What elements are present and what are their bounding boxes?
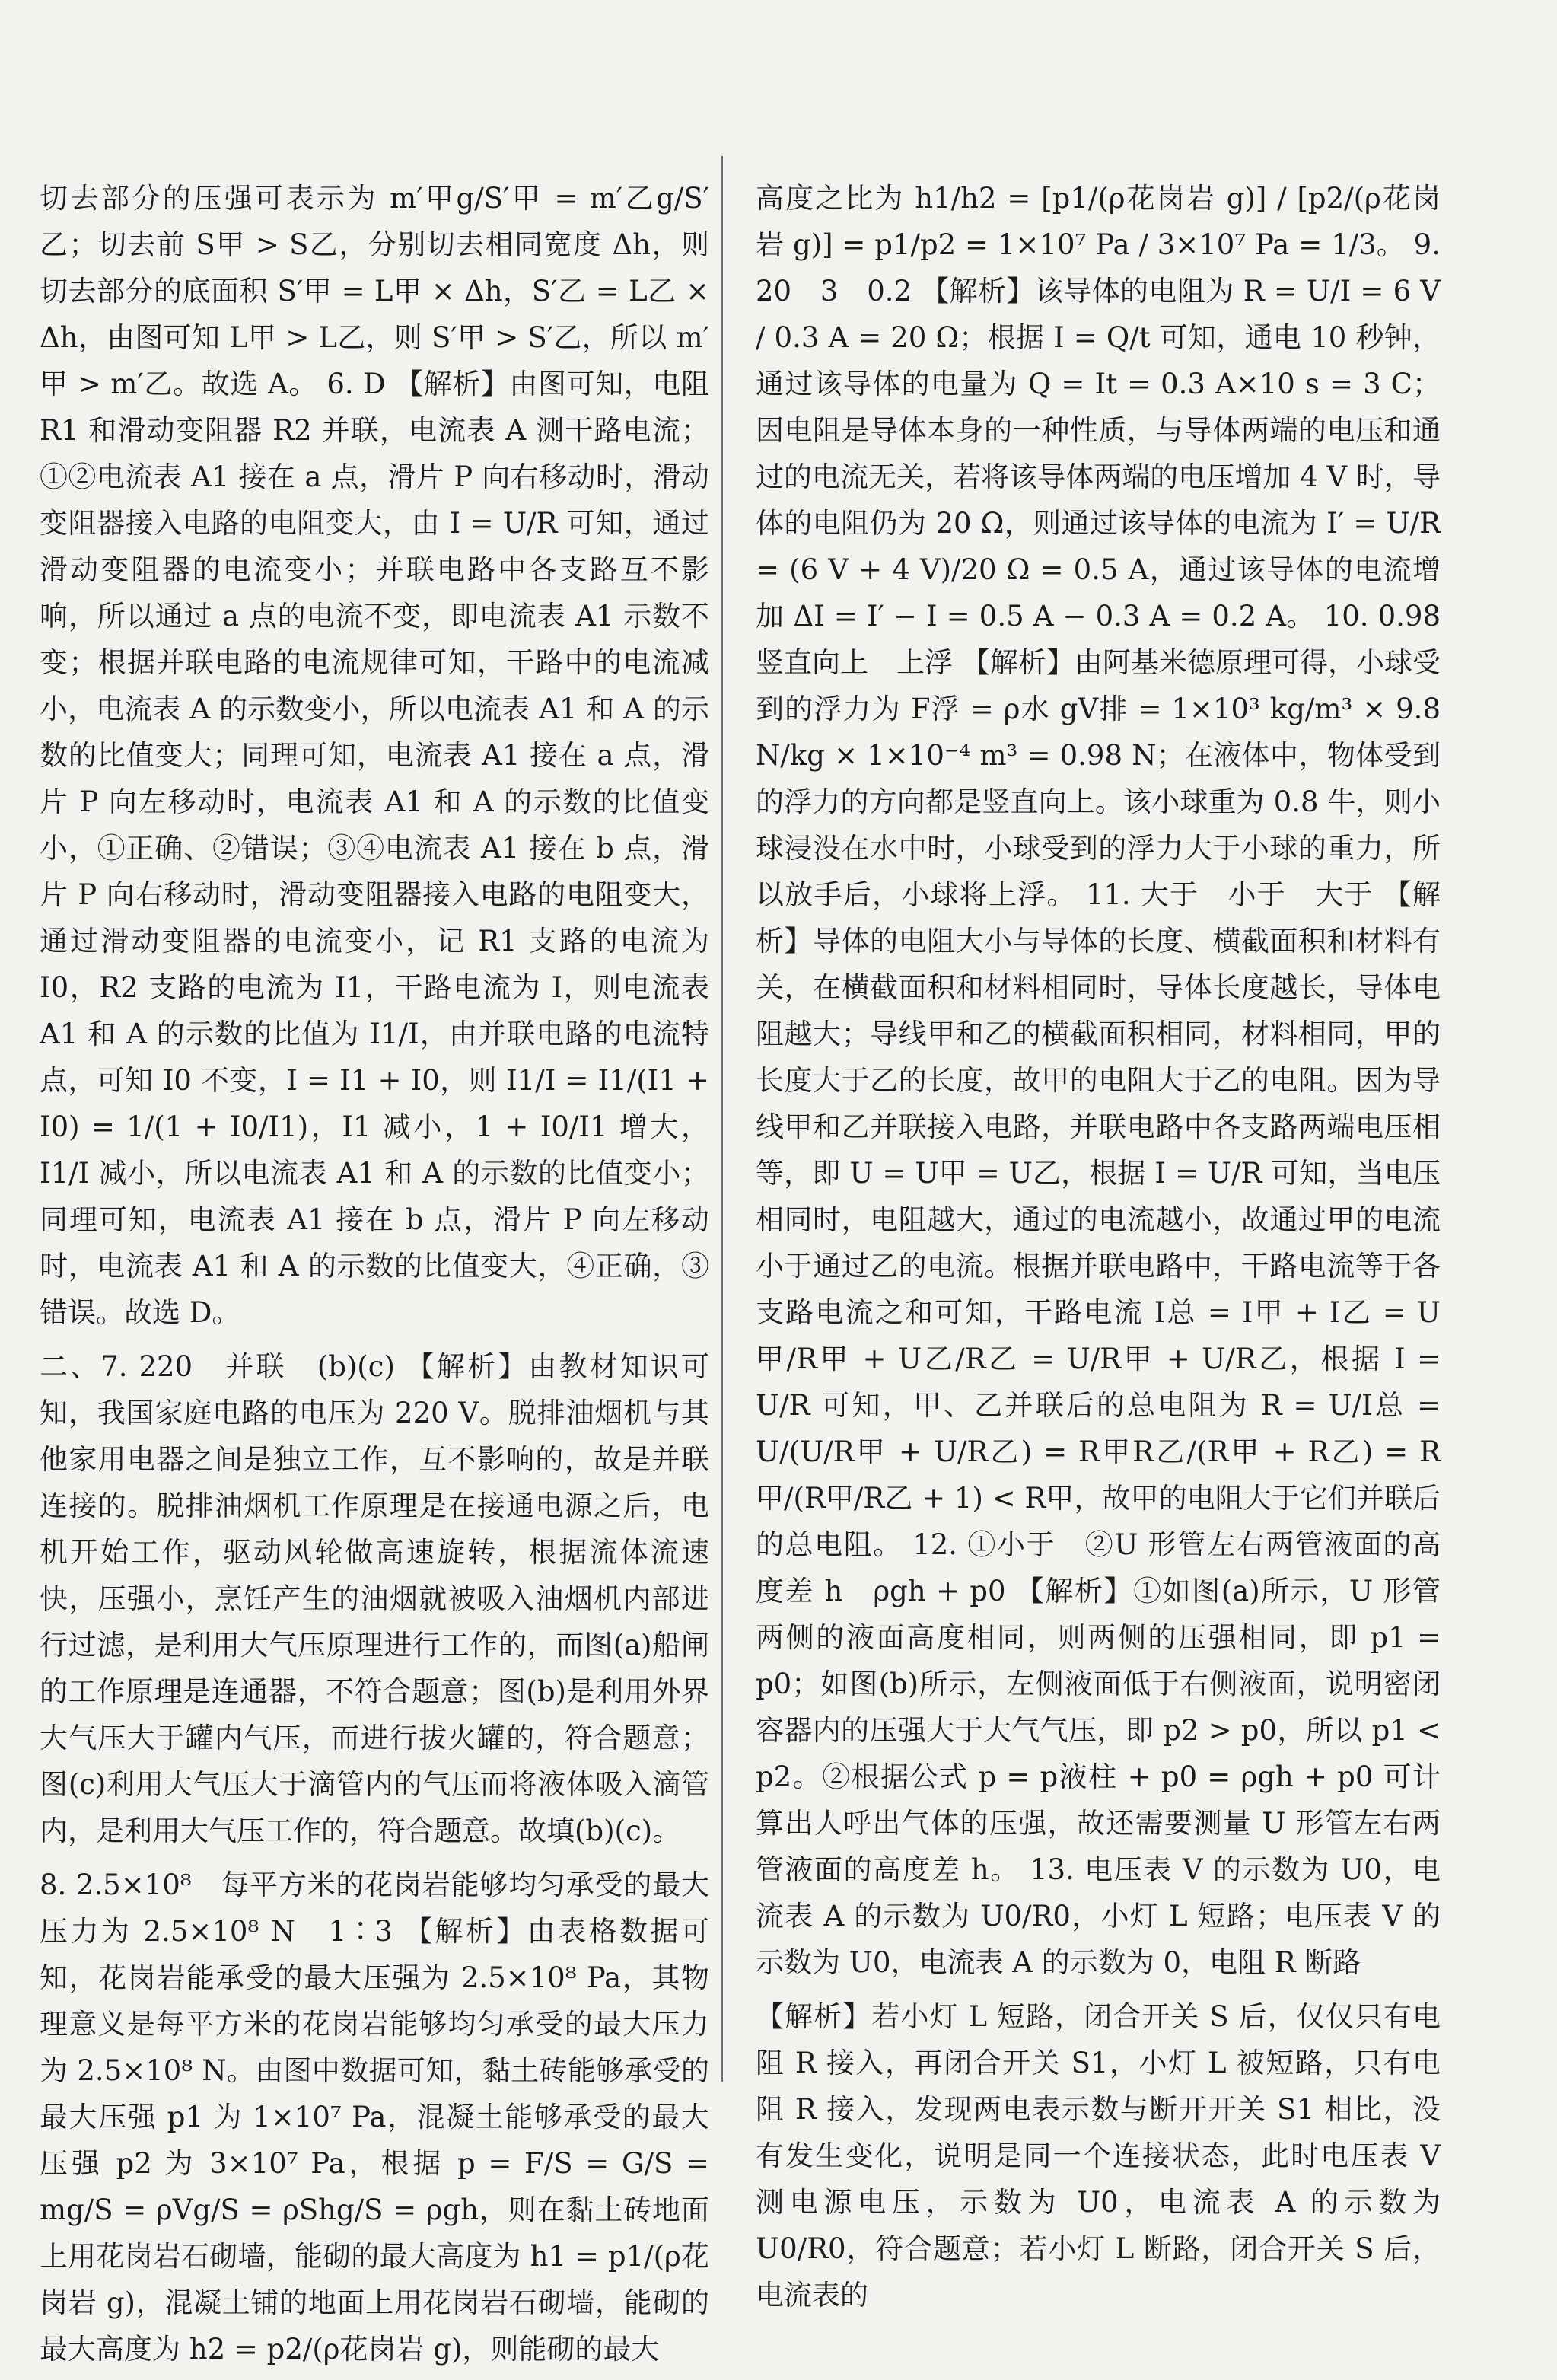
answer-paragraph: 切去部分的压强可表示为 m′甲g/S′甲 = m′乙g/S′乙；切去前 S甲 > S乙，分别切去相同宽度 Δh，则切去部分的底面积 S′甲 = L甲 × Δh，S′乙 = L乙 × Δh，由图可知 L甲 > L乙，则 S′甲 > S′乙，所以 m′甲 > m′乙。故选 A。 6. D 【解析】由图可知，电阻 R1 和滑动变阻器 R2 并联，电流表 A 测干路电流；①②电流表 A1 接在 a 点，滑片 P 向右移动时，滑动变阻器接入电路的电阻变大，由 I = U/R 可知，通过滑动变阻器的电流变小；并联电路中各支路互不影响，所以通过 a 点的电流不变，即电流表 A1 示数不变；根据并联电路的电流规律可知，干路中的电流减小，电流表 A 的示数变小，所以电流表 A1 和 A 的示数的比值变大；同理可知，电流表 A1 接在 a 点，滑片 P 向左移动时，电流表 A1 和 A 的示数的比值变小，①正确、②错误；③④电流表 A1 接在 b 点，滑片 P 向右移动时，滑动变阻器接入电路的电阻变大，通过滑动变阻器的电流变小，记 R1 支路的电流为 I0，R2 支路的电流为 I1，干路电流为 I，则电流表 A1 和 A 的示数的比值为 I1/I，由并联电路的电流特点，可知 I0 不变，I = I1 + I0，则 I1/I = I1/(I1 + I0) = 1/(1 + I0/I1)，I1 减小，1 + I0/I1 增大，I1/I 减小，所以电流表 A1 和 A 的示数的比值变小；同理可知，电流表 A1 接在 b 点，滑片 P 向左移动时，电流表 A1 和 A 的示数的比值变大，④正确，③错误。故选 D。 [40,182,709,1329]
answer-paragraph: 【解析】若小灯 L 短路，闭合开关 S 后，仅仅只有电阻 R 接入，再闭合开关 S1，小灯 L 被短路，只有电阻 R 接入，发现两电表示数与断开开关 S1 相比，没有发生变化，说明是同一个连接状态，此时电压表 V 测电源电压，示数为 U0，电流表 A 的示数为 U0/R0，符合题意；若小灯 L 断路，闭合开关 S 后，电流表的 [756,2000,1441,2311]
answer-paragraph: 高度之比为 h1/h2 = [p1/(ρ花岗岩 g)] / [p2/(ρ花岗岩 g)] = p1/p2 = 1×10⁷ Pa / 3×10⁷ Pa = 1/3。 9. 20 3 0.2 【解析】该导体的电阻为 R = U/I = 6 V / 0.3 A = 20 Ω；根据 I = Q/t 可知，通电 10 秒钟，通过该导体的电量为 Q = It = 0.3 A×10 s = 3 C；因电阻是导体本身的一种性质，与导体两端的电压和通过的电流无关，若将该导体两端的电压增加 4 V 时，导体的电阻仍为 20 Ω，则通过该导体的电流为 I′ = U/R = (6 V + 4 V)/20 Ω = 0.5 A，通过该导体的电流增加 ΔI = I′ − I = 0.5 A − 0.3 A = 0.2 A。 10. 0.98 竖直向上 上浮 【解析】由阿基米德原理可得，小球受到的浮力为 F浮 = ρ水 gV排 = 1×10³ kg/m³ × 9.8 N/kg × 1×10⁻⁴ m³ = 0.98 N；在液体中，物体受到的浮力的方向都是竖直向上。该小球重为 0.8 牛，则小球浸没在水中时，小球受到的浮力大于小球的重力，所以放手后，小球将上浮。 11. 大于 小于 大于 【解析】导体的电阻大小与导体的长度、横截面积和材料有关，在横截面积和材料相同时，导体长度越长，导体电阻越大；导线甲和乙的横截面积相同，材料相同，甲的长度大于乙的长度，故甲的电阻大于乙的电阻。因为导线甲和乙并联接入电路，并联电路中各支路两端电压相等，即 U = U甲 = U乙，根据 I = U/R 可知，当电压相同时，电阻越大，通过的电流越小，故通过甲的电流小于通过乙的电流。根据并联电路中，干路电流等于各支路电流之和可知，干路电流 I总 = I甲 + I乙 = U甲/R甲 + U乙/R乙 = U/R甲 + U/R乙，根据 I = U/R 可知，甲、乙并联后的总电阻为 R = U/I总 = U/(U/R甲 + U/R乙) = R甲R乙/(R甲 + R乙) = R甲/(R甲/R乙 + 1) < R甲，故甲的电阻大于它们并联后的总电阻。 12. ①小于 ②U 形管左右两管液面的高度差 h ρgh + p0 【解析】①如图(a)所示，U 形管两侧的液面高度相同，则两侧的压强相同，即 p1 = p0；如图(b)所示，左侧液面低于右侧液面，说明密闭容器内的压强大于大气气压，即 p2 > p0，所以 p1 < p2。②根据公式 p = p液柱 + p0 = ρgh + p0 可计算出人呼出气体的压强，故还需要测量 U 形管左右两管液面的高度差 h。 13. 电压表 V 的示数为 U0，电流表 A 的示数为 U0/R0，小灯 L 短路；电压表 V 的示数为 U0，电流表 A 的示数为 0，电阻 R 断路 [756,182,1469,1979]
column-divider [721,156,723,2082]
answer-paragraph: 8. 2.5×10⁸ 每平方米的花岗岩能够均匀承受的最大压力为 2.5×10⁸ N 1∶3 【解析】由表格数据可知，花岗岩能承受的最大压强为 2.5×10⁸ Pa，其物理意义是每平方米的花岗岩能够均匀承受的最大压力为 2.5×10⁸ N。由图中数据可知，黏土砖能够承受的最大压强 p1 为 1×10⁷ Pa，混凝土能够承受的最大压强 p2 为 3×10⁷ Pa，根据 p = F/S = G/S = mg/S = ρVg/S = ρShg/S = ρgh，则在黏土砖地面上用花岗岩石砌墙，能砌的最大高度为 h1 = p1/(ρ花岗岩 g)，混凝土铺的地面上用花岗岩石砌墙，能砌的最大高度为 h2 = p2/(ρ花岗岩 g)，则能砌的最大 [40,1869,709,2366]
right-column [756,175,1469,2326]
left-column [40,175,709,2380]
answer-paragraph: 二、7. 220 并联 (b)(c) 【解析】由教材知识可知，我国家庭电路的电压为 220 V。脱排油烟机与其他家用电器之间是独立工作，互不影响的，故是并联连接的。脱排油烟机工作原理是在接通电源之后，电机开始工作，驱动风轮做高速旋转，根据流体流速快，压强小，烹饪产生的油烟就被吸入油烟机内部进行过滤，是利用大气压原理进行工作的，而图(a)船闸的工作原理是连通器，不符合题意；图(b)是利用外界大气压大于罐内气压，而进行拔火罐的，符合题意；图(c)利用大气压大于滴管内的气压而将液体吸入滴管内，是利用大气压工作的，符合题意。故填(b)(c)。 [40,1350,709,1847]
